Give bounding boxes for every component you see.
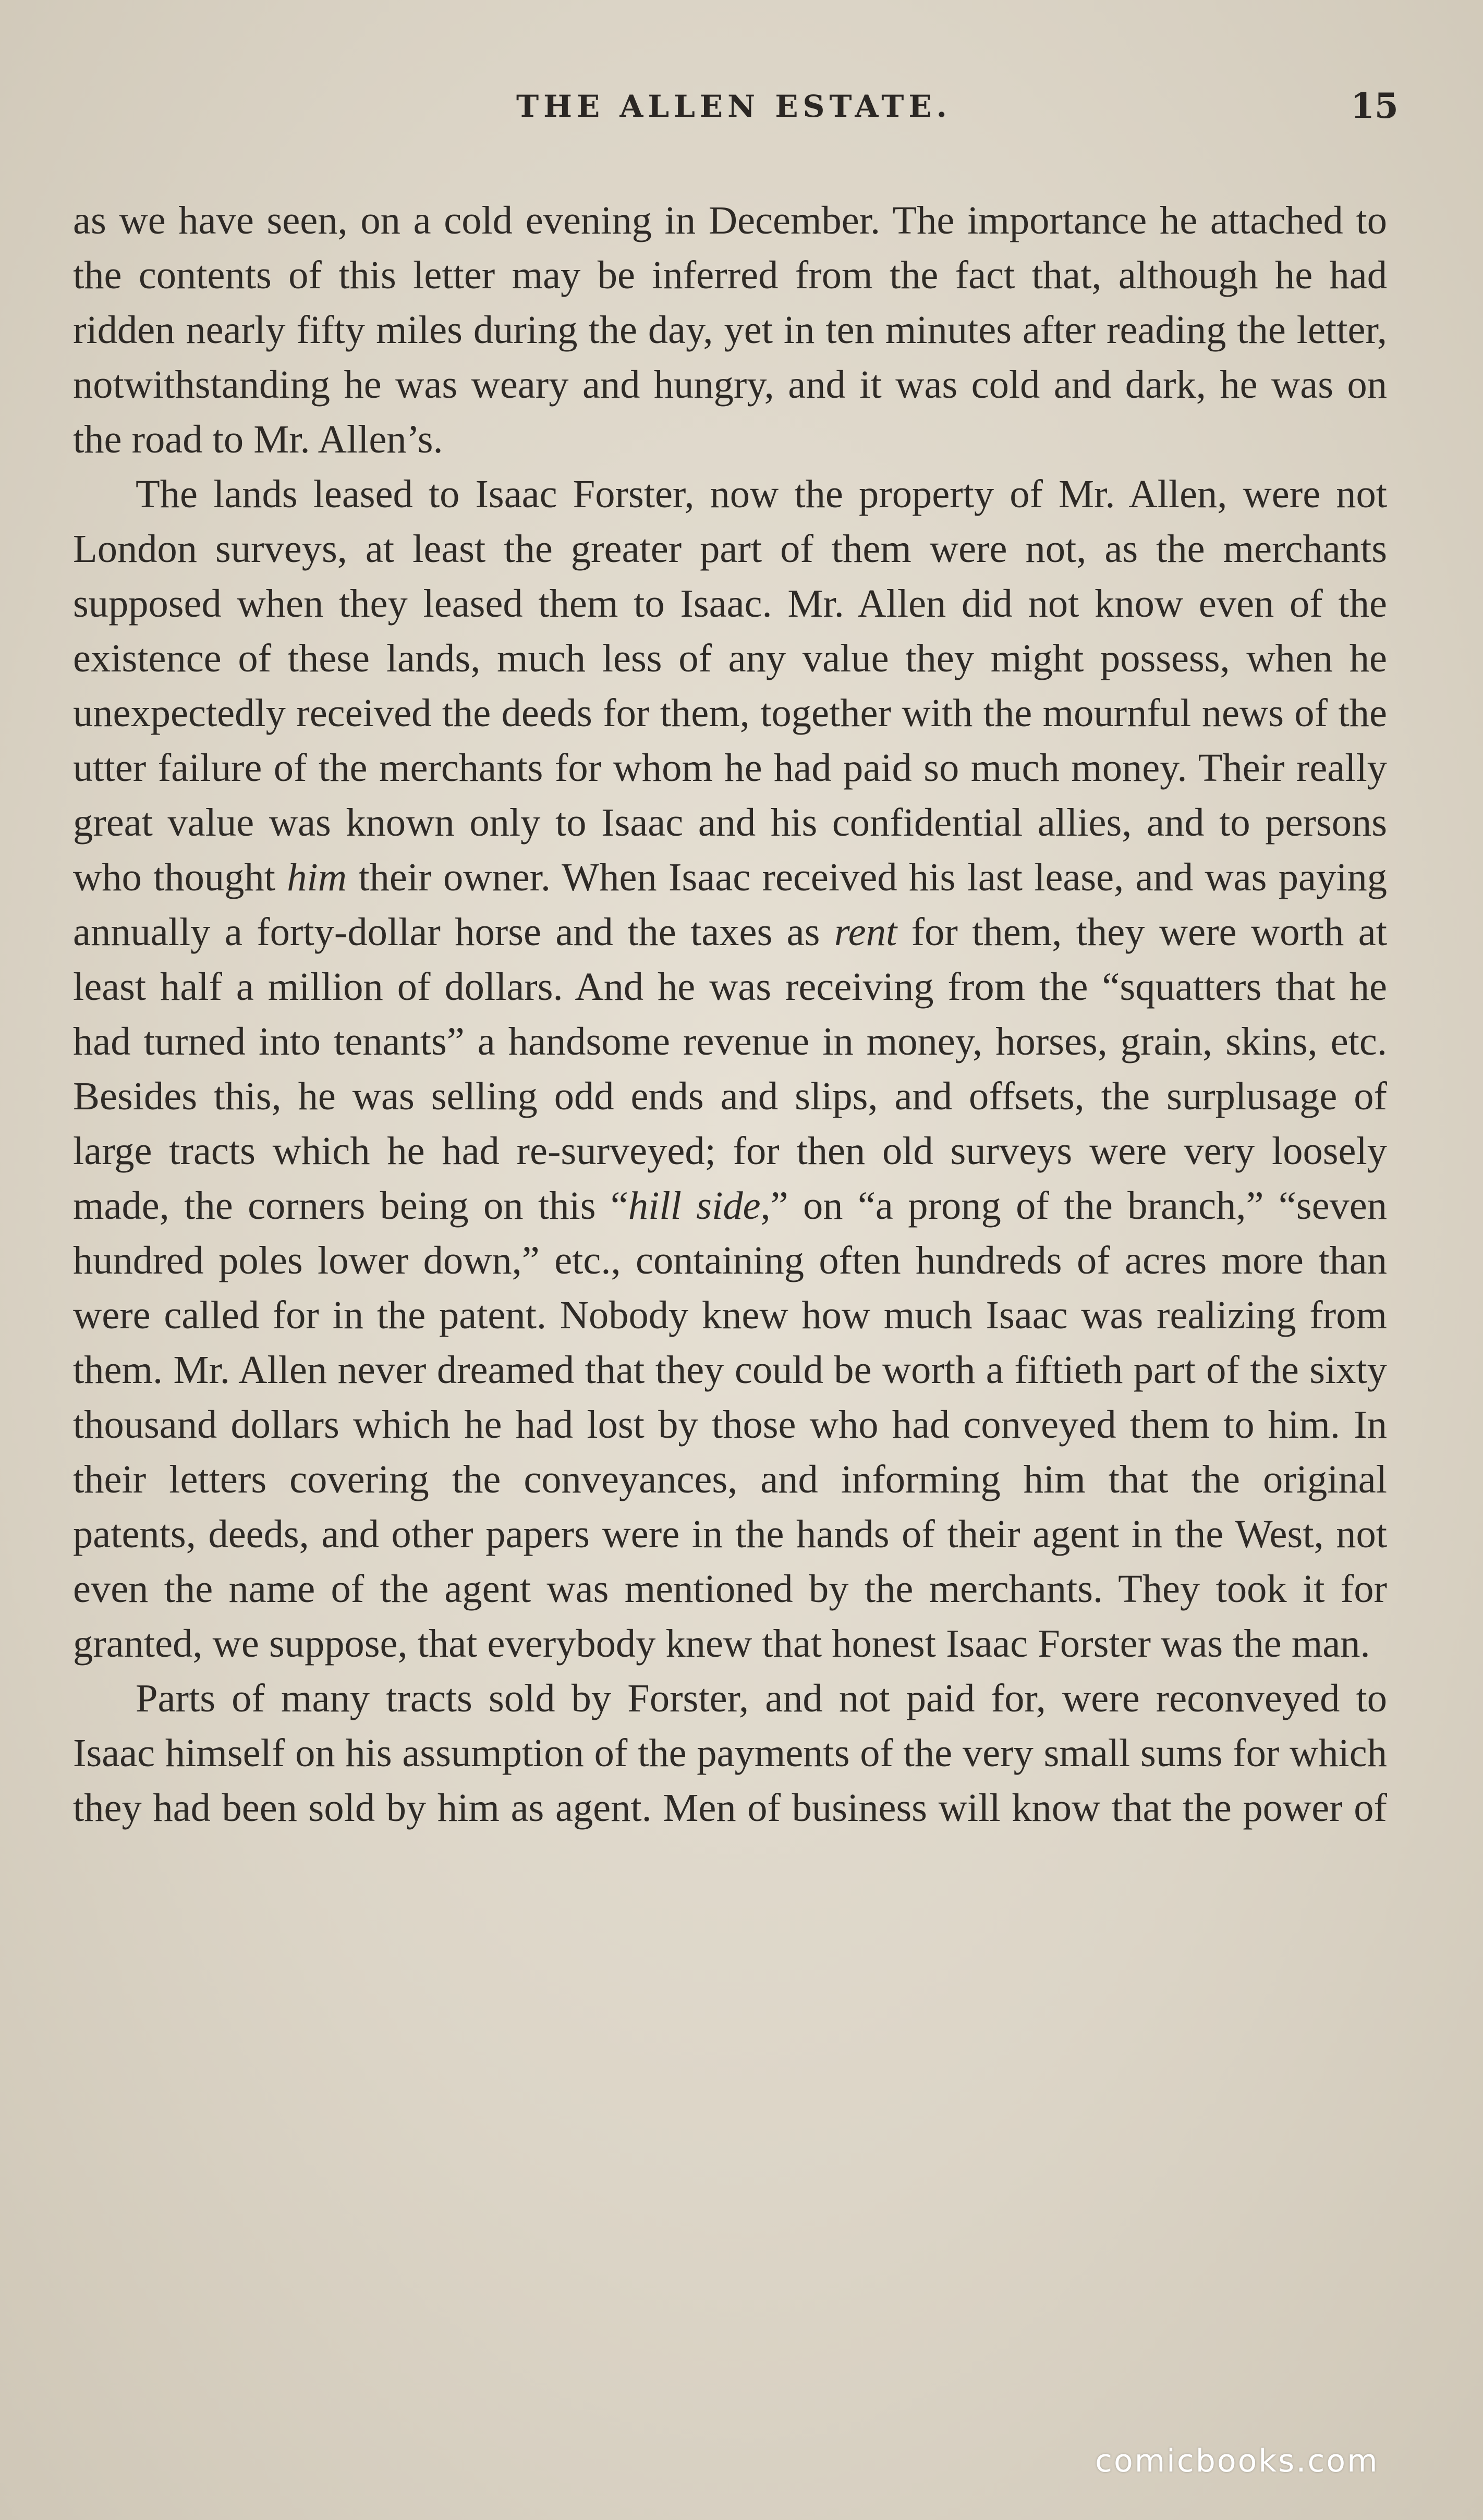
page-header (0, 85, 1483, 151)
watermark: comicbooks.com (1095, 2443, 1379, 2479)
italic-rent: rent (834, 910, 897, 954)
paragraph-2-part-4: ,” on “a prong of the branch,” “seven hundred poles lower down,” etc., containing often hundreds of acres more than were called for in the patent. Nobody knew how much Isaac was realizing from them. Mr. Allen never dreamed that they could be worth a fiftieth part of the sixty thousand dollars which he had lost by those who had conveyed them to him. In their letters covering the conveyances, and informing him that the original patents, deeds, and other papers were in the hands of their agent in the West, not even the name of the agent was mentioned by the merchants. They took it for granted, we suppose, that everybody knew that honest Isaac Forster was the man. (73, 1183, 1387, 1666)
paragraph-2 (73, 467, 1387, 1671)
running-title: THE ALLEN ESTATE. (516, 89, 952, 124)
italic-him: him (287, 855, 347, 899)
paragraph-3: Parts of many tracts sold by Forster, and not paid for, were reconveyed to Isaac himself on his assumption of the payments of the very small sums for which they had been sold by him as agent. Men of business will know that the power of (73, 1676, 1387, 1830)
page-number: 15 (1351, 85, 1399, 126)
body-text (73, 193, 1387, 1835)
paragraph-2-part-3: for them, they were worth at least half a million of dollars. And he was receiving from the “squatters that he had turned into tenants” a handsome revenue in money, horses, grain, skins, etc. Besides this, he was selling odd ends and slips, and offsets, the surplusage of large tracts which he had re-surveyed; for then old surveys were very loosely made, the corners being on this “ (73, 910, 1388, 1228)
paragraph-1: as we have seen, on a cold evening in December. The importance he attached to the contents of this letter may be inferred from the fact that, although he had ridden nearly fifty miles during the day, yet in ten minutes after reading the letter, notwithstanding he was weary and hungry, and it was cold and dark, he was on the road to Mr. Allen’s. (73, 198, 1387, 461)
italic-hill-side: hill side (628, 1183, 761, 1228)
paragraph-2-part-2: their owner. When Isaac received his last lease, and was paying annually a forty-dollar horse and the taxes as (73, 855, 1387, 954)
paragraph-2-part-1: The lands leased to Isaac Forster, now the property of Mr. Allen, were not London surveys, at least the greater part of them were not, as the merchants supposed when they leased them to Isaac. Mr. Allen did not know even of the existence of these lands, much less of any value they might possess, when he unexpectedly received the deeds for them, together with the mournful news of the utter failure of the merchants for whom he had paid so much money. Their really great value was known only to Isaac and his confidential allies, and to persons who thought (73, 472, 1387, 899)
